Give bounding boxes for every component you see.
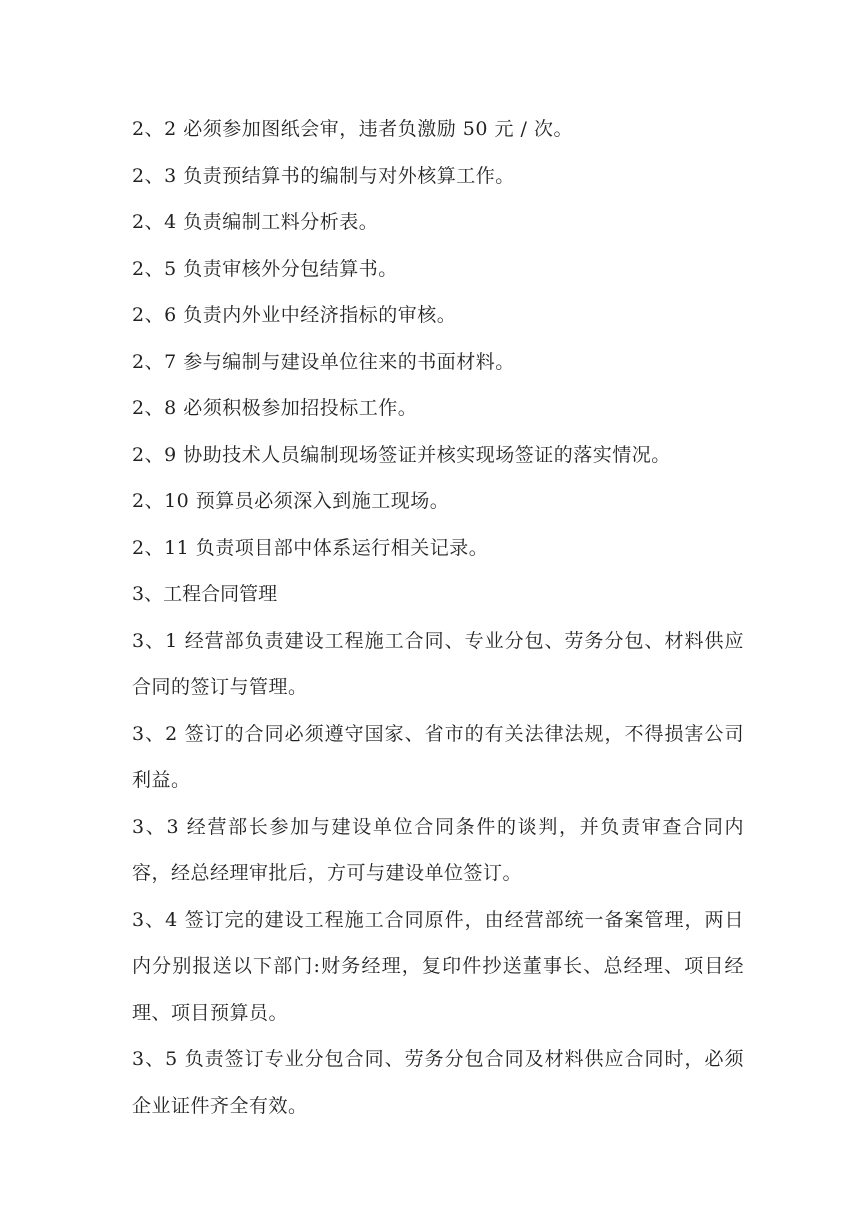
paragraph-2-9: 2、9 协助技术人员编制现场签证并核实现场签证的落实情况。 [132, 443, 671, 466]
paragraph-3-3: 3、3 经营部长参加与建设单位合同条件的谈判，并负责审查合同内容，经总经理审批后，方可与建设单位签订。 [132, 815, 744, 884]
paragraph-2-8: 2、8 必须积极参加招投标工作。 [132, 397, 418, 419]
paragraph-2-11: 2、11 负责项目部中体系运行相关记录。 [132, 536, 489, 559]
paragraph-2-2: 2、2 必须参加图纸会审，违者负激励 50 元 / 次。 [132, 118, 573, 140]
paragraph-3-4: 3、4 签订完的建设工程施工合同原件，由经营部统一备案管理，两日内分别报送以下部门:财务经理，复印件抄送董事长、总经理、项目经理、项目预算员。 [132, 908, 744, 1024]
paragraph-3-2: 3、2 签订的合同必须遵守国家、省市的有关法律法规，不得损害公司利益。 [132, 722, 744, 791]
document-body [132, 106, 744, 1129]
paragraph-2-4: 2、4 负责编制工料分析表。 [132, 211, 379, 233]
paragraph-2-3: 2、3 负责预结算书的编制与对外核算工作。 [132, 164, 515, 187]
section-heading-3: 3、工程合同管理 [132, 583, 278, 605]
paragraph-3-1: 3、1 经营部负责建设工程施工合同、专业分包、劳务分包、材料供应合同的签订与管理。 [132, 629, 744, 698]
paragraph-2-6: 2、6 负责内外业中经济指标的审核。 [132, 304, 457, 326]
paragraph-3-5: 3、5 负责签订专业分包合同、劳务分包合同及材料供应合同时，必须企业证件齐全有效。 [132, 1048, 744, 1117]
paragraph-2-10: 2、10 预算员必须深入到施工现场。 [132, 490, 450, 512]
paragraph-2-7: 2、7 参与编制与建设单位往来的书面材料。 [132, 350, 515, 373]
paragraph-2-5: 2、5 负责审核外分包结算书。 [132, 257, 398, 280]
